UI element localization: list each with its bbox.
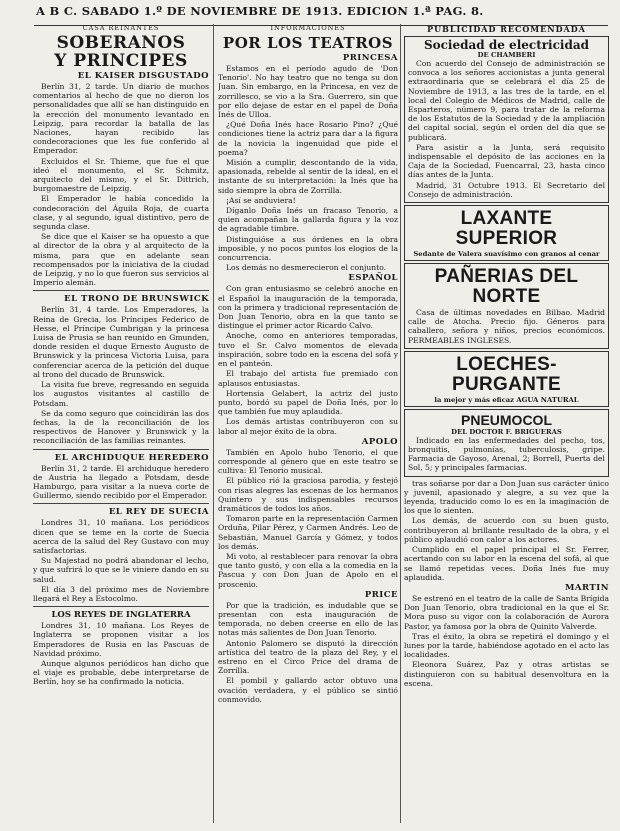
subheading: EL ARCHIDUQUE HEREDERO: [54, 452, 209, 463]
ad-title: LOECHES-PURGANTE: [451, 353, 561, 395]
paragraph: Díganlo Doña Inés un fracaso Tenorio, a quien acompañan la gallarda figura y la voz de agradable timbre.: [218, 206, 398, 234]
paragraph: Se estrenó en el teatro de la calle de Santa Brígida Don Juan Tenorio, obra tradicional en la que el Sr. Mora puso su vigor con la colaboración de Aurora Pastor, ya famosa por la obra de Quinito Valverde.: [404, 593, 609, 631]
subheading: PRINCESA: [342, 53, 398, 63]
ad-electricidad: [404, 36, 609, 203]
headline: POR LOS TEATROS: [222, 34, 394, 52]
subheading: APOLO: [361, 436, 398, 447]
paragraph: También en Apolo hubo Tenorio, el que corresponde al género que en este teatro se cultiva: El Tenorio musical.: [218, 447, 398, 476]
ad-pneumocol: [404, 409, 609, 477]
paragraph: El pombil y gallardo actor obtuvo una ovación verdadera, y el público se sintió conmovido.: [218, 676, 398, 704]
column-divider-1: [213, 24, 214, 823]
paragraph: Tomaron parte en la representación Carmen Orduña, Pilar Pérez, y Carmen Andrés. Leo de Sebastián, Manuel García y Gómez, y todos los demás.: [218, 514, 398, 551]
paragraph: Los demás artistas contribuyeron con su labor al mejor éxito de la obra.: [218, 417, 398, 436]
column-divider-2: [400, 24, 401, 823]
ad-title: LAXANTE SUPERIOR: [455, 208, 558, 250]
paragraph: Hortensia Gelabert, la actriz del justo punto, bordó su papel de Doña Inés, por lo que también fue muy aplaudida.: [218, 388, 398, 417]
ad-title: PAÑERIAS DEL NORTE: [434, 266, 579, 308]
subheading: EL KAISER DISGUSTADO: [77, 71, 209, 81]
paragraph: ¡Así se anduviera!: [226, 195, 296, 205]
paragraph: Tras el éxito, la obra se repetirá el domingo y el lunes por la tarde, habiéndose agotado en el acto las localidades.: [404, 631, 609, 660]
paragraph: Por que la tradición, es indudable que se presentan con esta inauguración de temporada, no deben creerse en ello de las notas más salientes de Don Juan Tenorio.: [218, 600, 398, 638]
paragraph: Los demás, de acuerdo con su buen gusto, contribuyeron al brillante resultado de la obra, y el público aplaudió con calor a los actores.: [404, 516, 609, 544]
paragraph: Excluidos el Sr. Thieme, que fue el que ideó el monumento, el Sr. Schmitz, arquitecto del mismo, y el Sr. Dittrich, burgomaestre de Leipzig.: [33, 156, 209, 194]
paragraph: Se dice que el Kaiser se ha opuesto a que al director de la obra y al arquitecto de la misma, para que en adelante sean recompensados por la iniciativa de la ciudad de Leipzig, y no lo que fueron sus servicios al Imperio alemán.: [33, 232, 209, 288]
paragraph: ¿Qué Doña Inés hace Rosario Pino? ¿Qué condiciones tiene la actriz para dar a la figura de la novicia la ingenuidad que pide el poema?: [218, 120, 398, 157]
paragraph: El trabajo del artista fue premiado con aplausos entusiastas.: [218, 369, 398, 388]
paragraph: Cumplido en el papel principal el Sr. Ferrer, acertando con su labor en la escena del sofá, al que se llamó repetidas veces. Doña Inés fue muy aplaudida.: [404, 545, 609, 582]
divider: [33, 503, 209, 504]
column-2: [218, 24, 398, 823]
paragraph: Londres 31, 10 mañana. Los Reyes de Inglaterra se proponen visitar a los Emperadores de Rusia en las Pascuas de Navidad próximo.: [33, 621, 209, 658]
section-label: PUBLICIDAD RECOMENDADA: [427, 24, 586, 34]
paragraph: Los demás no desmerecieron el conjunto.: [226, 263, 387, 273]
subheading: LOS REYES DE INGLATERRA: [51, 610, 191, 621]
paragraph: Misión a cumplir, descontando de la vida, apasionada, rebelde al sentir de la ideal, en el instante de su interpretación: la Inés que ha sido siempre la obra de Zorrilla.: [218, 158, 398, 195]
ad-subtitle: DE CHAMBERI: [477, 51, 536, 59]
ad-subtitle: la mejor y más eficaz AGUA NATURAL: [434, 395, 579, 404]
section-label: CASA REINANTES: [82, 24, 160, 32]
paragraph: Londres 31, 10 mañana. Los periódicos dicen que se teme en la corte de Suecia acerca de la salud del Rey Gustavo con muy satisfactorias.: [33, 518, 209, 555]
ad-panerias: [404, 263, 609, 349]
subheading: EL REY DE SUECIA: [108, 507, 209, 518]
column-1: [33, 24, 209, 823]
paragraph: Mi voto, al restablecer para renovar la obra que tanto gustó, y con ella a la comedia en la Pascua y con Don Juan de Apolo en el proscenio.: [218, 551, 398, 589]
paragraph: Anoche, como en anteriores temporadas, tuvo el Sr. Calvo momentos de elevada inspiración, sobre todo en la escena del sofá y en el panteón.: [218, 331, 398, 369]
paragraph: Berlín 31, 2 tarde. Un diario de muchos comentarios al hecho de que no dieron los personalidades que allí se han distinguido en la erección del monumento levantado en Leipzig, para recordar la batalla de las Naciones, hayan recibido las condecoraciones que les fue conferido al Emperador.: [33, 82, 209, 156]
paragraph: La visita fue breve, regresando en seguida los augustos visitantes al castillo de Potsdam.: [33, 380, 209, 408]
paragraph: Distinguióse a sus órdenes en la obra imposible, y no pocos puntos los elogios de la concurrencia.: [218, 234, 398, 263]
paragraph: Su Majestad no podrá abandonar el lecho, y que sufrirá lo que se le viniere dando en su salud.: [33, 556, 209, 584]
headline: Y PRINCIPES: [54, 51, 188, 71]
paragraph: Berlín 31, 2 tarde. El archiduque heredero de Austria ha llegado a Potsdam, desde Hamburgo, para visitar a la nueva corte de Guillermo, siendo recibido por el Emperador.: [33, 463, 209, 501]
headline: SOBERANOS: [56, 33, 186, 53]
paragraph: tras soñarse por dar a Don Juan sus carácter único y juvenil, apasionado y alegre, a su vez que la leyenda, traducido como lo es en la imaginación de los que lo sienten.: [404, 478, 609, 516]
paragraph: El Emperador le había concedido la condecoración del Águila Roja, de cuarta clase, y al segundo, igual distintivo, pero de segunda clase.: [33, 194, 209, 232]
paragraph: Eleonora Suárez, Paz y otras artistas se distinguieron con su habitual desenvoltura en la escena.: [404, 660, 609, 688]
paragraph: El público rió la graciosa parodia, y festejó con risas alegres las escenas de los hermanos Quintero y sus indispensables recursos dramáticos de todos los años.: [218, 476, 398, 513]
paragraph: Con gran entusiasmo se celebró anoche en el Español la inauguración de la temporada, con la primera y tradicional representación de Don Juan Tenorio, obra en la que tanto se distingue el primer actor Ricardo Calvo.: [218, 284, 398, 331]
subheading: EL TRONO DE BRUNSWICK: [64, 294, 209, 305]
paragraph: Berlín 31, 4 tarde. Los Emperadores, la Reina de Grecia, los Príncipes Federico de Hesse, el Príncipe Cumbrigan y la princesa Luisa de Prusia se han reunido en Gmunden, donde residen el duque Ernesto Augusto de Brunswick y la princesa Victoria Luisa, para conferenciar acerca de la petición del duque al trono del ducado de Brunswick.: [33, 305, 209, 379]
divider: [33, 606, 209, 607]
subheading: ESPAÑOL: [348, 273, 398, 284]
ad-loeches: [404, 351, 609, 407]
divider: [33, 449, 209, 450]
ad-subtitle: Sedante de Valera suavísimo con granos al cenar: [413, 250, 600, 259]
paragraph: Aunque algunos periódicos han dicho que el viaje es probable, debe interpretarse de Berlín, hoy se ha confirmado la noticia.: [33, 658, 209, 687]
paragraph: Con acuerdo del Consejo de administración se convoca a los señores accionistas a junta general extraordinaria que se celebrará el día 25 de Noviembre de 1913, a las tres de la tarde, en el local del Colegio de Médicos de Madrid, calle de Esparteros, número 9, para tratar de la reforma de los Estatutos de la Sociedad y de la ampliación del capital social, según el orden del día que se publicará.: [408, 59, 605, 142]
section-label: INFORMACIONES: [270, 24, 346, 32]
divider: [33, 290, 209, 291]
ad-title: PNEUMOCOL: [461, 411, 552, 428]
paragraph: Madrid, 31 Octubre 1913. El Secretario del Consejo de administración.: [408, 180, 605, 199]
ad-laxante: [404, 205, 609, 261]
paragraph: Se da como seguro que coincidirán las dos fechas, la de la reconciliación de los respectivos de Hanover y Brunswick y la reconciliación de las familias reinantes.: [33, 408, 209, 446]
ad-title: Sociedad de electricidad: [423, 38, 590, 52]
column-3: [404, 24, 609, 823]
paragraph: Antonio Palomero se disputó la dirección artística del teatro de la plaza del Rey, y el estreno en el Circo Price del drama de Zorrilla.: [218, 638, 398, 676]
paragraph: El día 3 del próximo mes de Noviembre llegará el Rey a Estocolmo.: [33, 584, 209, 603]
subheading: MARTIN: [565, 582, 609, 593]
header-line: A B C. SABADO 1.º DE NOVIEMBRE DE 1913. EDICION 1.ª PAG. 8.: [36, 4, 484, 18]
ad-subtitle: DEL DOCTOR F. BRIGUERAS: [451, 427, 562, 436]
paragraph: Para asistir a la Junta, será requisito indispensable el depósito de las acciones en la Caja de la Sociedad, Fuencarral, 23, hasta cinco días antes de la Junta.: [408, 142, 605, 180]
paragraph: Estamos en el período agudo de 'Don Tenorio'. No hay teatro que no tenga su don Juan. Sin embargo, en la Princesa, en vez de zorrillesco, se vio a la Sra. Guerrero, sin que por ello dejase de estar en el papel de Doña Inés de Ulloa.: [218, 64, 398, 120]
paragraph: Indicado en las enfermedades del pecho, tos, bronquitis, pulmonías, tuberculosis, gripe. Farmacia de Gayoso, Arenal, 2; Borrell, Puerta del Sol, 5; y principales farmacias.: [408, 435, 605, 473]
paragraph: Casa de últimas novedades en Bilbao. Madrid calle de Atocha. Precio fijo. Géneros para caballero, señora y niños, precios económicos. PERMEABLES INGLESES.: [408, 308, 605, 345]
subheading: PRICE: [364, 589, 398, 600]
